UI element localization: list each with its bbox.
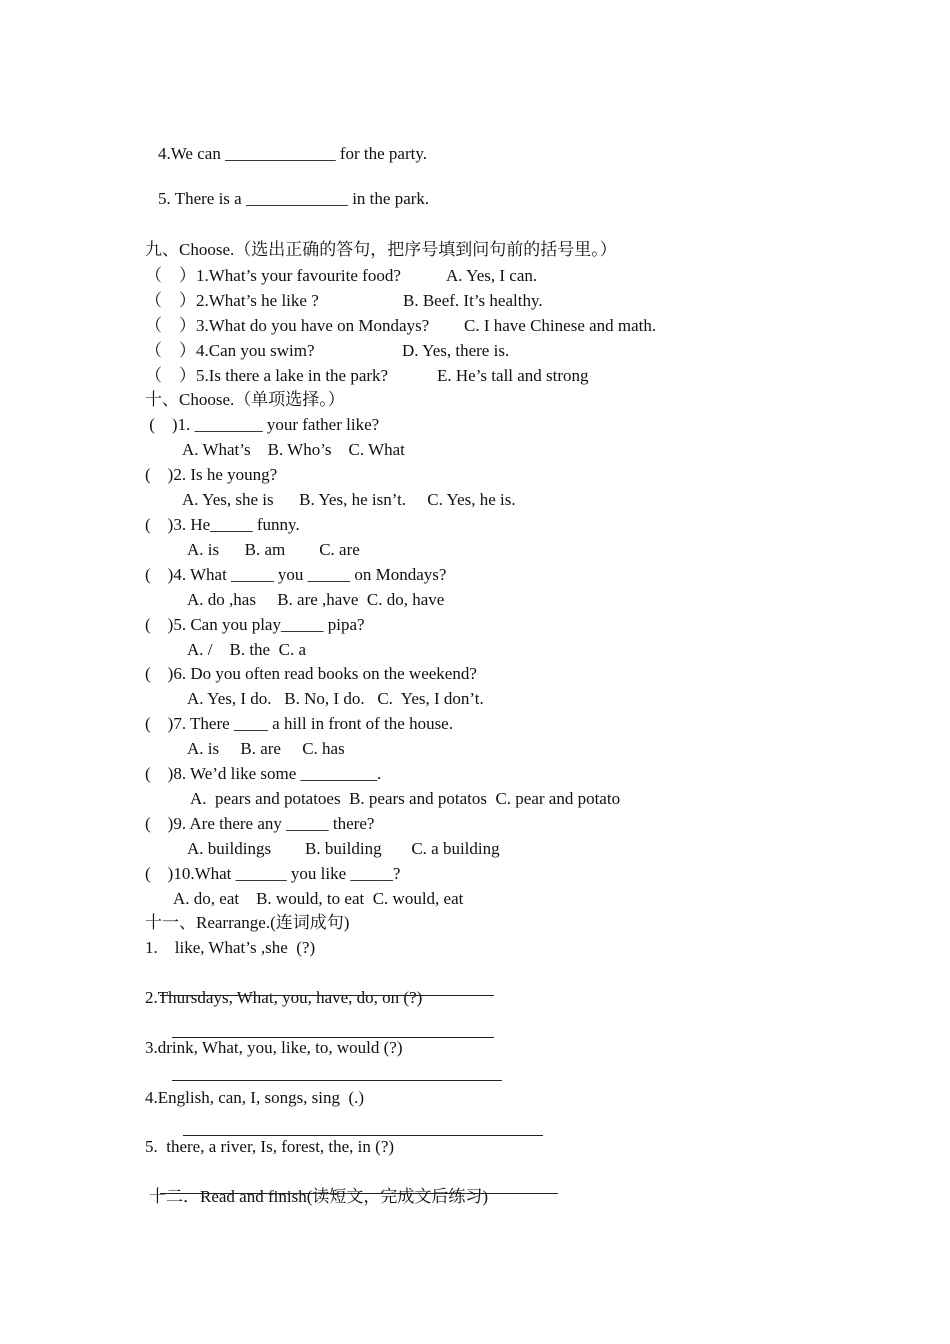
match-question-3: （ ）3.What do you have on Mondays? (145, 316, 430, 335)
mc-options-8: A. pears and potatoes B. pears and potatos C. pear and potato (190, 789, 621, 808)
section-10-heading: 十、Choose.（单项选择。） (145, 390, 345, 409)
mc-options-9: A. buildings B. building C. a building (187, 839, 500, 858)
answer-line-4 (183, 1135, 543, 1136)
answer-line-3 (172, 1080, 502, 1081)
mc-question-3: ( )3. He_____ funny. (145, 515, 300, 534)
section-9-heading: 九、Choose.（选出正确的答句，把序号填到问句前的括号里。） (145, 240, 617, 259)
mc-question-7: ( )7. There ____ a hill in front of the house. (145, 714, 453, 733)
match-question-5: （ ）5.Is there a lake in the park? (145, 366, 389, 385)
answer-line-1 (160, 995, 494, 996)
mc-question-1: ( )1. ________ your father like? (145, 415, 380, 434)
fill-blank-item-4: 4.We can _____________ for the party. (158, 144, 427, 163)
mc-options-10: A. do, eat B. would, to eat C. would, eat (173, 889, 464, 908)
section-11-heading: 十一、Rearrange.(连词成句) (145, 913, 350, 932)
match-question-4: （ ）4.Can you swim? (145, 341, 315, 360)
mc-question-5: ( )5. Can you play_____ pipa? (145, 615, 365, 634)
match-question-2: （ ）2.What’s he like ? (145, 291, 319, 310)
section-12-heading: 十二．Read and finish(读短文，完成文后练习) (149, 1187, 489, 1206)
match-answer-d: D. Yes, there is. (402, 341, 510, 360)
match-answer-b: B. Beef. It’s healthy. (403, 291, 543, 310)
match-answer-c: C. I have Chinese and math. (464, 316, 657, 335)
mc-options-1: A. What’s B. Who’s C. What (182, 440, 405, 459)
mc-options-3: A. is B. am C. are (187, 540, 360, 559)
rearrange-item-1: 1. like, What’s ,she (?) (145, 938, 316, 957)
mc-options-7: A. is B. are C. has (187, 739, 345, 758)
match-question-1: （ ）1.What’s your favourite food? (145, 266, 401, 285)
mc-question-6: ( )6. Do you often read books on the weekend? (145, 664, 477, 683)
mc-options-2: A. Yes, she is B. Yes, he isn’t. C. Yes, he is. (182, 490, 516, 509)
rearrange-item-5: 5. there, a river, Is, forest, the, in (?) (145, 1137, 395, 1156)
mc-options-6: A. Yes, I do. B. No, I do. C. Yes, I don’t. (187, 689, 484, 708)
match-answer-a: A. Yes, I can. (446, 266, 538, 285)
mc-question-9: ( )9. Are there any _____ there? (145, 814, 375, 833)
mc-question-8: ( )8. We’d like some _________. (145, 764, 382, 783)
mc-question-10: ( )10.What ______ you like _____? (145, 864, 401, 883)
rearrange-item-3: 3.drink, What, you, like, to, would (?) (145, 1038, 403, 1057)
mc-options-4: A. do ,has B. are ,have C. do, have (187, 590, 445, 609)
answer-line-5 (160, 1193, 558, 1194)
rearrange-item-4: 4.English, can, I, songs, sing (.) (145, 1088, 365, 1107)
mc-options-5: A. / B. the C. a (187, 640, 306, 659)
match-answer-e: E. He’s tall and strong (437, 366, 589, 385)
fill-blank-item-5: 5. There is a ____________ in the park. (158, 189, 430, 208)
rearrange-item-2: 2.Thursdays, What, you, have, do, on (?) (145, 988, 423, 1007)
mc-question-2: ( )2. Is he young? (145, 465, 278, 484)
mc-question-4: ( )4. What _____ you _____ on Mondays? (145, 565, 447, 584)
